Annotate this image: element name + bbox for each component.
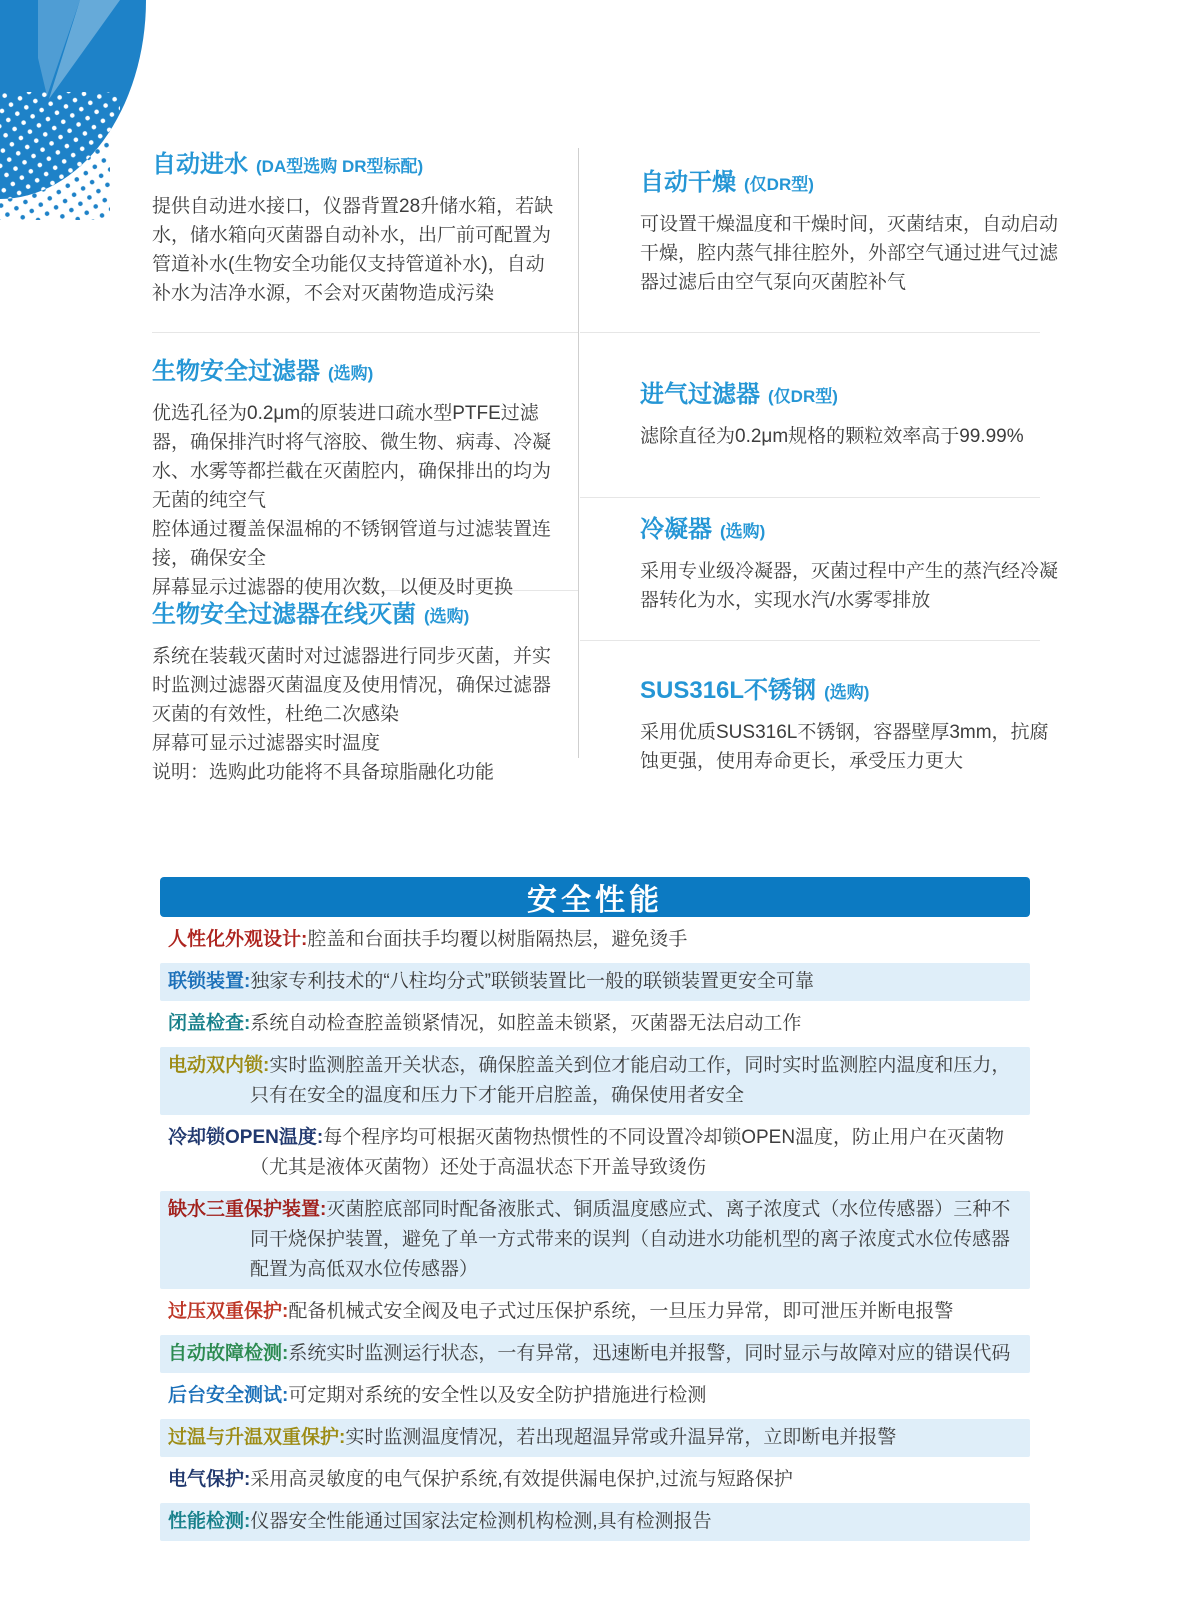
safety-row-text: 独家专利技术的“八柱均分式”联锁装置比一般的联锁装置更安全可靠 [250, 971, 814, 992]
safety-row-text: 系统实时监测运行状态，一有异常，迅速断电并报警，同时显示与故障对应的错误代码 [288, 1343, 1011, 1364]
safety-banner [160, 877, 1030, 917]
safety-row-label: 联锁装置: [168, 971, 251, 992]
feature-body: 优选孔径为0.2μm的原装进口疏水型PTFE过滤器，确保排汽时将气溶胶、微生物、病毒、冷凝水、水雾等都拦截在灭菌腔内，确保排出的均为无菌的纯空气 [152, 403, 552, 511]
feature-body: 系统在装载灭菌时对过滤器进行同步灭菌，并实时监测过滤器灭菌温度及使用情况，确保过滤器灭菌的有效性，杜绝二次感染 [152, 646, 552, 725]
feature-title [152, 357, 554, 389]
safety-row-auto-fault-detection [160, 1335, 1030, 1373]
feature-title [640, 515, 1060, 547]
safety-row-electric-double-lock [160, 1047, 1030, 1115]
feature-auto-water-inlet [152, 150, 554, 308]
safety-row-text: 可定期对系统的安全性以及安全防护措施进行检测 [288, 1385, 707, 1406]
section-divider [580, 497, 1040, 498]
safety-row-text: 灭菌腔底部同时配备液胀式、铜质温度感应式、离子浓度式（水位传感器）三种不同干烧保护装置，避免了单一方式带来的误判（自动进水功能机型的离子浓度式水位传感器配置为高低双水位传感器） [250, 1199, 1011, 1280]
section-divider [152, 332, 578, 333]
safety-row-label: 冷却锁OPEN温度: [168, 1127, 324, 1148]
safety-row-overpressure-double-protection [160, 1293, 1030, 1331]
feature-body: 可设置干燥温度和干燥时间，灭菌结束，自动启动干燥，腔内蒸气排往腔外，外部空气通过进气过滤器过滤后由空气泵向灭菌腔补气 [640, 214, 1059, 293]
feature-body: 屏幕可显示过滤器实时温度 [152, 733, 381, 754]
feature-condenser [640, 515, 1060, 615]
feature-bio-safety-filter [152, 357, 554, 602]
safety-row-background-safety-test [160, 1377, 1030, 1415]
feature-auto-drying [640, 168, 1060, 297]
feature-title [152, 600, 554, 632]
safety-rows [160, 921, 1030, 1545]
safety-row-label: 过温与升温双重保护: [168, 1427, 346, 1448]
safety-row-performance-testing [160, 1503, 1030, 1541]
safety-row-label: 后台安全测试: [168, 1385, 289, 1406]
column-divider [578, 148, 579, 758]
feature-body: 说明：选购此功能将不具备琼脂融化功能 [152, 762, 495, 783]
feature-title-suffix: (仅DR型) [768, 387, 838, 406]
safety-row-lid-close-check [160, 1005, 1030, 1043]
safety-row-ergonomic-design [160, 921, 1030, 959]
feature-bio-filter-online-sterilization [152, 600, 554, 787]
safety-row-text: 腔盖和台面扶手均覆以树脂隔热层，避免烫手 [307, 929, 688, 950]
safety-row-label: 性能检测: [168, 1511, 251, 1532]
safety-row-overtemp-double-protection [160, 1419, 1030, 1457]
feature-title-suffix: (选购) [328, 364, 374, 383]
safety-row-label: 缺水三重保护装置: [168, 1199, 327, 1220]
feature-title-text: 生物安全过滤器 [152, 358, 320, 385]
safety-row-text: 配备机械式安全阀及电子式过压保护系统，一旦压力异常，即可泄压并断电报警 [288, 1301, 954, 1322]
safety-row-text: 每个程序均可根据灭菌物热惯性的不同设置冷却锁OPEN温度，防止用户在灭菌物（尤其是液体灭菌物）还处于高温状态下开盖导致烫伤 [250, 1127, 1005, 1178]
feature-title-suffix: (DA型选购 DR型标配) [256, 157, 424, 176]
corner-decoration-graphic [0, 0, 175, 220]
feature-title [152, 150, 554, 182]
feature-body: 腔体通过覆盖保温棉的不锈钢管道与过滤装置连接，确保安全 [152, 519, 552, 569]
feature-air-inlet-filter [640, 380, 1060, 451]
section-divider [580, 332, 1040, 333]
feature-title-text: 自动干燥 [640, 169, 736, 196]
feature-title [640, 676, 1060, 708]
feature-title-text: 生物安全过滤器在线灭菌 [152, 601, 416, 628]
feature-body: 滤除直径为0.2μm规格的颗粒效率高于99.99% [640, 426, 1024, 447]
feature-title [640, 168, 1060, 200]
safety-row-interlock-device [160, 963, 1030, 1001]
feature-title-suffix: (选购) [824, 683, 870, 702]
feature-body: 提供自动进水接口，仪器背置28升储水箱，若缺水，储水箱向灭菌器自动补水，出厂前可配置为管道补水(生物安全功能仅支持管道补水)，自动补水为洁净水源，不会对灭菌物造成污染 [152, 196, 554, 304]
feature-title-suffix: (选购) [424, 607, 470, 626]
safety-row-electrical-protection [160, 1461, 1030, 1499]
safety-row-text: 实时监测温度情况，若出现超温异常或升温异常，立即断电并报警 [345, 1427, 897, 1448]
safety-row-label: 电气保护: [168, 1469, 251, 1490]
safety-row-label: 电动双内锁: [168, 1055, 270, 1076]
feature-title [640, 380, 1060, 412]
feature-title-text: 自动进水 [152, 151, 248, 178]
safety-row-label: 人性化外观设计: [168, 929, 308, 950]
safety-row-label: 闭盖检查: [168, 1013, 251, 1034]
safety-row-text: 系统自动检查腔盖锁紧情况，如腔盖未锁紧，灭菌器无法启动工作 [250, 1013, 802, 1034]
feature-body: 采用优质SUS316L不锈钢，容器壁厚3mm，抗腐蚀更强，使用寿命更长，承受压力更大 [640, 722, 1049, 772]
feature-sus316l-steel [640, 676, 1060, 776]
feature-title-suffix: (仅DR型) [744, 175, 814, 194]
safety-row-text: 实时监测腔盖开关状态，确保腔盖关到位才能启动工作，同时实时监测腔内温度和压力，只有在安全的温度和压力下才能开启腔盖，确保使用者安全 [250, 1055, 1011, 1106]
safety-row-text: 仪器安全性能通过国家法定检测机构检测,具有检测报告 [250, 1511, 712, 1532]
safety-row-water-shortage-triple-protection [160, 1191, 1030, 1289]
safety-row-text: 采用高灵敏度的电气保护系统,有效提供漏电保护,过流与短路保护 [250, 1469, 793, 1490]
section-divider [580, 640, 1040, 641]
feature-title-text: SUS316L不锈钢 [640, 677, 817, 704]
safety-row-label: 过压双重保护: [168, 1301, 289, 1322]
feature-body: 采用专业级冷凝器，灭菌过程中产生的蒸汽经冷凝器转化为水，实现水汽/水雾零排放 [640, 561, 1059, 611]
safety-row-cooling-lock-open-temp [160, 1119, 1030, 1187]
safety-banner-title: 安全性能 [527, 884, 663, 917]
feature-title-suffix: (选购) [720, 522, 766, 541]
feature-title-text: 冷凝器 [640, 516, 712, 543]
feature-body: 屏幕显示过滤器的使用次数，以便及时更换 [152, 577, 514, 598]
feature-title-text: 进气过滤器 [640, 381, 760, 408]
safety-row-label: 自动故障检测: [168, 1343, 289, 1364]
